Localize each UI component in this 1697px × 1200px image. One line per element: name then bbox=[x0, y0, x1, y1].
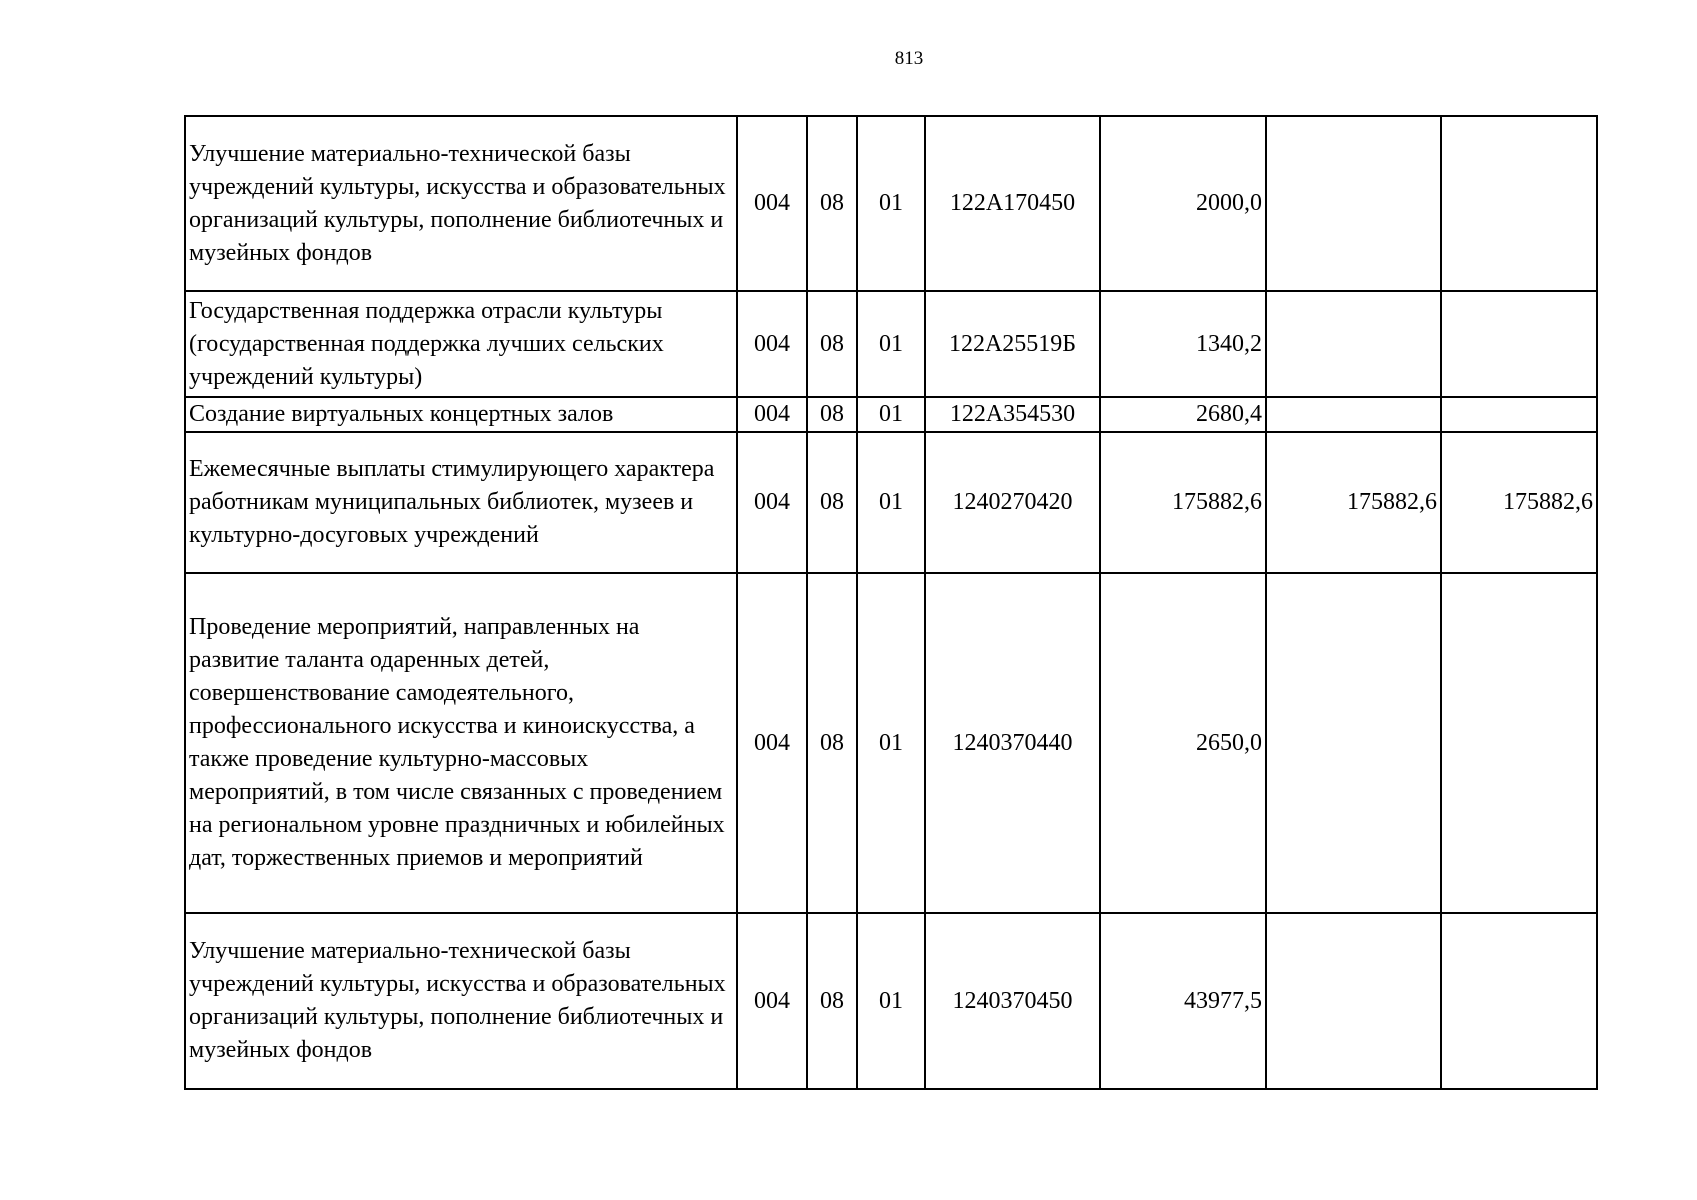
budget-table bbox=[184, 115, 1598, 1090]
table-row bbox=[185, 573, 1597, 913]
subsection-code: 01 bbox=[857, 291, 925, 397]
subsection-code: 01 bbox=[857, 432, 925, 573]
amount-2 bbox=[1266, 913, 1441, 1089]
amount-3 bbox=[1441, 397, 1597, 432]
target-code: 122А25519Б bbox=[925, 291, 1100, 397]
section-code: 08 bbox=[807, 573, 857, 913]
ministry-code: 004 bbox=[737, 573, 807, 913]
row-name: Создание виртуальных концертных залов bbox=[185, 397, 737, 432]
section-code: 08 bbox=[807, 432, 857, 573]
section-code: 08 bbox=[807, 397, 857, 432]
row-name: Государственная поддержка отрасли культуры (государственная поддержка лучших сельских учреждений культуры) bbox=[185, 291, 737, 397]
ministry-code: 004 bbox=[737, 432, 807, 573]
amount-1: 1340,2 bbox=[1100, 291, 1266, 397]
target-code: 1240370440 bbox=[925, 573, 1100, 913]
amount-1: 2000,0 bbox=[1100, 116, 1266, 291]
amount-2 bbox=[1266, 291, 1441, 397]
page-number: 813 bbox=[894, 48, 924, 69]
subsection-code: 01 bbox=[857, 397, 925, 432]
table-row bbox=[185, 116, 1597, 291]
amount-3 bbox=[1441, 116, 1597, 291]
amount-1: 2650,0 bbox=[1100, 573, 1266, 913]
section-code: 08 bbox=[807, 291, 857, 397]
target-code: 122А170450 bbox=[925, 116, 1100, 291]
amount-3 bbox=[1441, 913, 1597, 1089]
target-code: 122А354530 bbox=[925, 397, 1100, 432]
amount-1: 43977,5 bbox=[1100, 913, 1266, 1089]
amount-1: 2680,4 bbox=[1100, 397, 1266, 432]
ministry-code: 004 bbox=[737, 116, 807, 291]
subsection-code: 01 bbox=[857, 573, 925, 913]
amount-1: 175882,6 bbox=[1100, 432, 1266, 573]
amount-2: 175882,6 bbox=[1266, 432, 1441, 573]
section-code: 08 bbox=[807, 116, 857, 291]
amount-3 bbox=[1441, 573, 1597, 913]
table-row bbox=[185, 291, 1597, 397]
table-row bbox=[185, 397, 1597, 432]
table-row bbox=[185, 913, 1597, 1089]
subsection-code: 01 bbox=[857, 116, 925, 291]
row-name: Улучшение материально-технической базы учреждений культуры, искусства и образовательных организаций культуры, пополнение библиотечных и музейных фондов bbox=[185, 116, 737, 291]
row-name: Улучшение материально-технической базы учреждений культуры, искусства и образовательных организаций культуры, пополнение библиотечных и музейных фондов bbox=[185, 913, 737, 1089]
table-row bbox=[185, 432, 1597, 573]
amount-2 bbox=[1266, 116, 1441, 291]
amount-3 bbox=[1441, 291, 1597, 397]
section-code: 08 bbox=[807, 913, 857, 1089]
ministry-code: 004 bbox=[737, 913, 807, 1089]
row-name: Ежемесячные выплаты стимулирующего характера работникам муниципальных библиотек, музеев и культурно-досуговых учреждений bbox=[185, 432, 737, 573]
subsection-code: 01 bbox=[857, 913, 925, 1089]
row-name: Проведение мероприятий, направленных на развитие таланта одаренных детей, совершенствование самодеятельного, профессионального искусства и киноискусства, а также проведение культурно-массовых мероприятий, в том числе связанных с проведением на региональном уровне праздничных и юбилейных дат, торжественных приемов и мероприятий bbox=[185, 573, 737, 913]
amount-3: 175882,6 bbox=[1441, 432, 1597, 573]
target-code: 1240270420 bbox=[925, 432, 1100, 573]
ministry-code: 004 bbox=[737, 397, 807, 432]
amount-2 bbox=[1266, 573, 1441, 913]
ministry-code: 004 bbox=[737, 291, 807, 397]
target-code: 1240370450 bbox=[925, 913, 1100, 1089]
amount-2 bbox=[1266, 397, 1441, 432]
